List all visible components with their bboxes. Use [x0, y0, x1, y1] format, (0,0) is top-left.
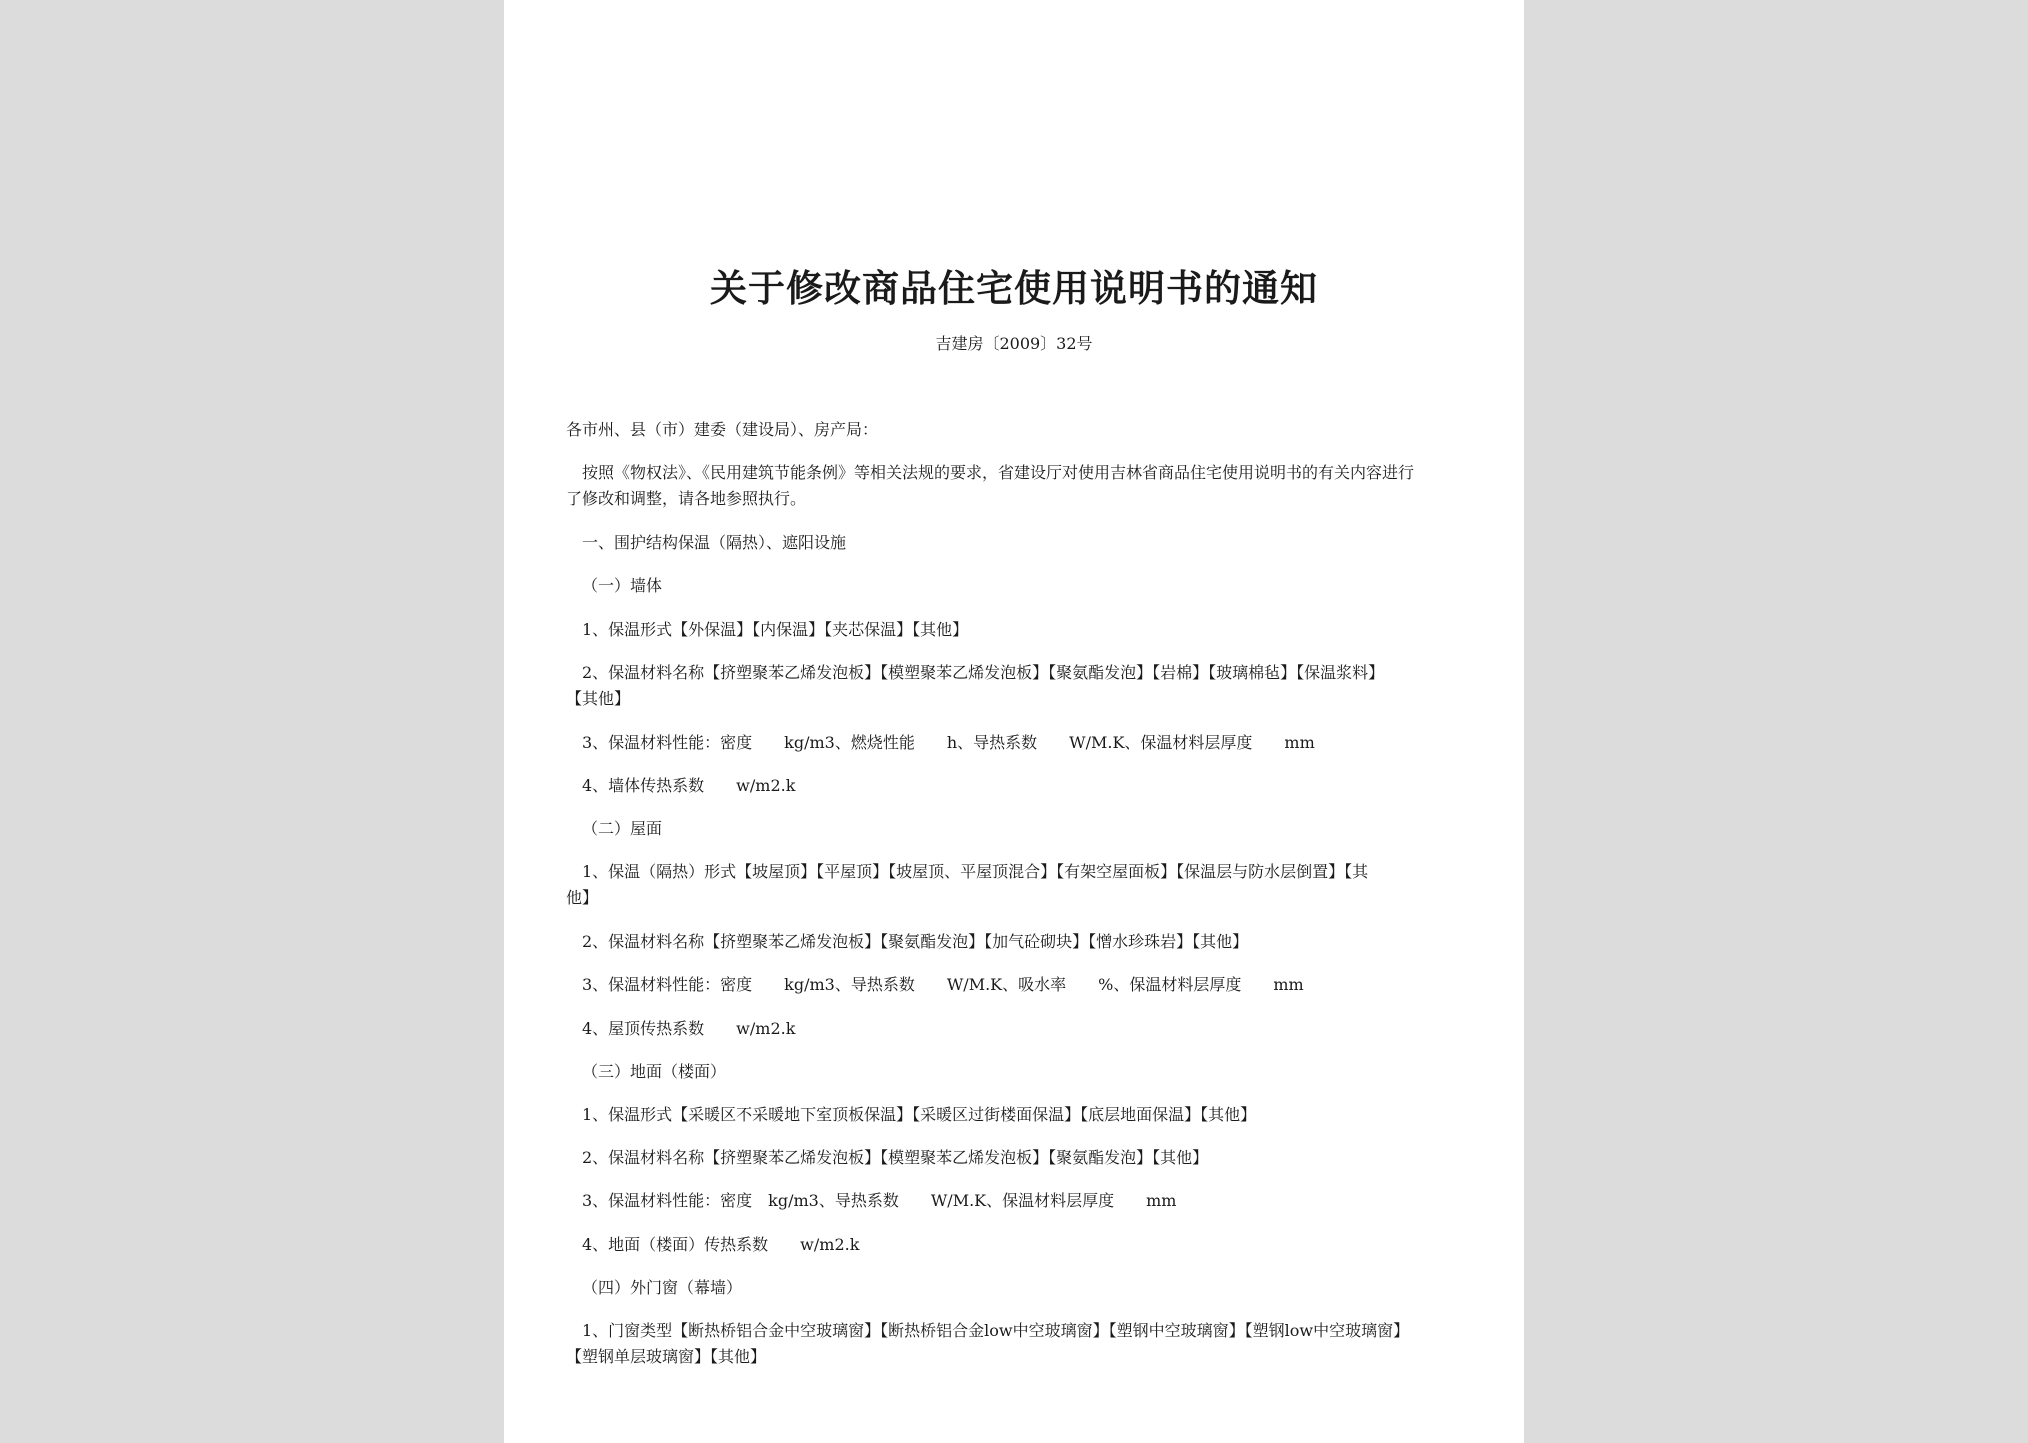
roof-item-2: 2、保温材料名称【挤塑聚苯乙烯发泡板】【聚氨酯发泡】【加气砼砌块】【憎水珍珠岩】【其他】	[582, 932, 1249, 951]
floor-item-2: 2、保温材料名称【挤塑聚苯乙烯发泡板】【模塑聚苯乙烯发泡板】【聚氨酯发泡】【其他】	[582, 1148, 1209, 1167]
intro-paragraph	[566, 460, 1486, 512]
document-number: 吉建房〔2009〕32号	[935, 334, 1093, 353]
wall-item-4: 4、墙体传热系数 w/m2.k	[582, 776, 796, 795]
roof-item-4: 4、屋顶传热系数 w/m2.k	[582, 1019, 796, 1038]
roof-heading: （二）屋面	[582, 819, 663, 838]
section-heading: 一、围护结构保温（隔热）、遮阳设施	[582, 533, 847, 552]
roof-item-3: 3、保温材料性能：密度 kg/m3、导热系数 W/M.K、吸水率 %、保温材料层厚度 mm	[582, 975, 1304, 994]
salutation: 各市州、县（市）建委（建设局）、房产局：	[566, 420, 879, 439]
wall-item-2	[566, 660, 1486, 712]
windows-item-1-line-1: 1、门窗类型【断热桥铝合金中空玻璃窗】【断热桥铝合金low中空玻璃窗】【塑钢中空玻璃窗】【塑钢low中空玻璃窗】	[582, 1321, 1410, 1340]
floor-heading: （三）地面（楼面）	[582, 1062, 727, 1081]
intro-line-1: 按照《物权法》、《民用建筑节能条例》等相关法规的要求，省建设厅对使用吉林省商品住宅使用说明书的有关内容进行	[582, 463, 1415, 482]
roof-item-1-line-2: 他】	[566, 888, 599, 907]
windows-heading: （四）外门窗（幕墙）	[582, 1278, 743, 1297]
wall-item-2-line-2: 【其他】	[566, 689, 631, 708]
windows-item-1	[566, 1318, 1486, 1370]
windows-item-1-line-2: 【塑钢单层玻璃窗】【其他】	[566, 1347, 767, 1366]
roof-item-1-line-1: 1、保温（隔热）形式【坡屋顶】【平屋顶】【坡屋顶、平屋顶混合】【有架空屋面板】【保温层与防水层倒置】【其	[582, 862, 1369, 881]
wall-item-1: 1、保温形式【外保温】【内保温】【夹芯保温】【其他】	[582, 620, 969, 639]
floor-item-3: 3、保温材料性能：密度 kg/m3、导热系数 W/M.K、保温材料层厚度 mm	[582, 1191, 1177, 1210]
wall-item-3: 3、保温材料性能：密度 kg/m3、燃烧性能 h、导热系数 W/M.K、保温材料层厚度 mm	[582, 733, 1315, 752]
floor-item-4: 4、地面（楼面）传热系数 w/m2.k	[582, 1235, 860, 1254]
document-page	[504, 0, 1524, 1443]
wall-heading: （一）墙体	[582, 576, 663, 595]
intro-line-2: 了修改和调整，请各地参照执行。	[566, 489, 807, 508]
floor-item-1: 1、保温形式【采暖区不采暖地下室顶板保温】【采暖区过街楼面保温】【底层地面保温】【其他】	[582, 1105, 1257, 1124]
roof-item-1	[566, 859, 1486, 911]
document-title: 关于修改商品住宅使用说明书的通知	[710, 266, 1318, 310]
wall-item-2-line-1: 2、保温材料名称【挤塑聚苯乙烯发泡板】【模塑聚苯乙烯发泡板】【聚氨酯发泡】【岩棉】【玻璃棉毡】【保温浆料】	[582, 663, 1385, 682]
